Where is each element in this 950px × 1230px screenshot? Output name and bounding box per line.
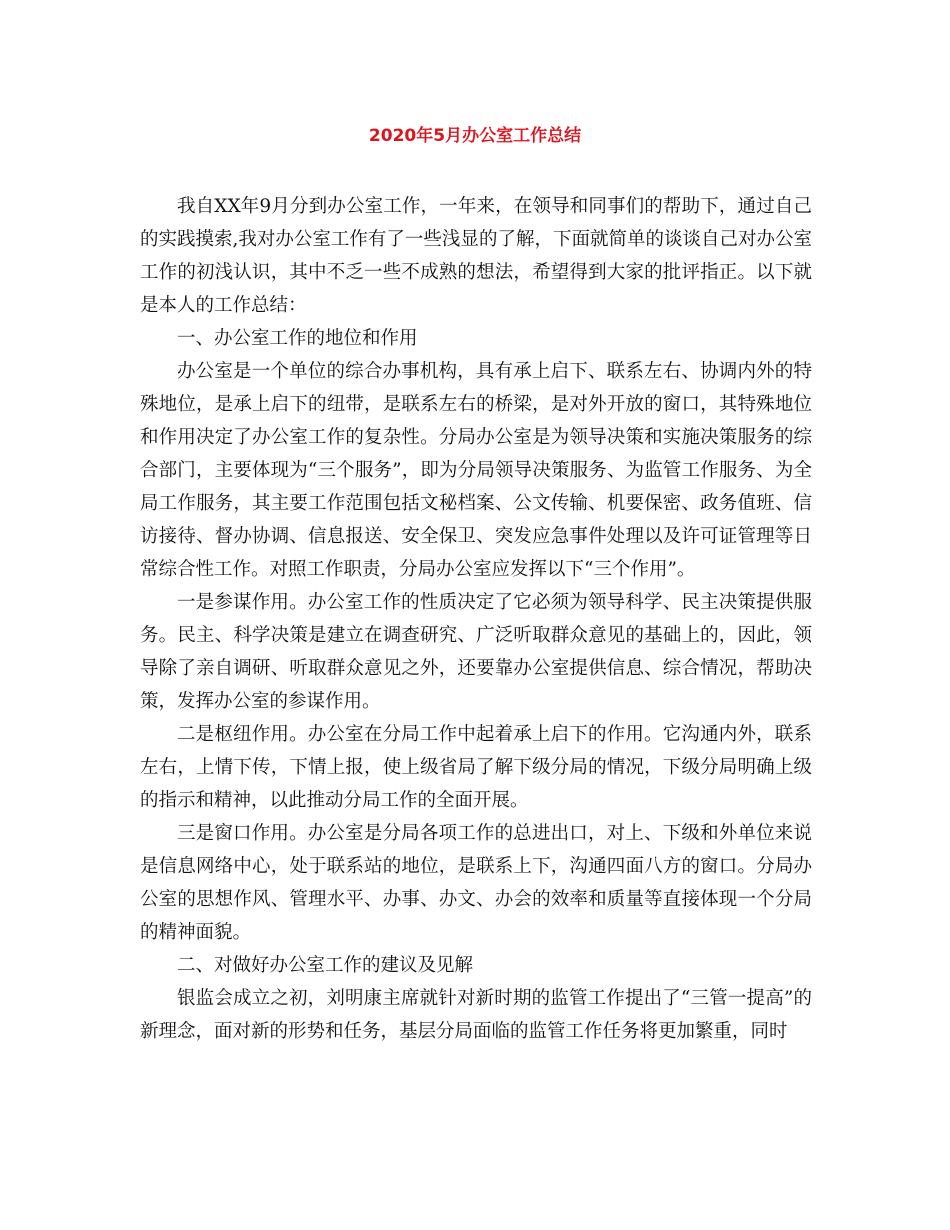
document-title: 2020年5月办公室工作总结 [368,126,582,146]
paragraph-office-role: 办公室是一个单位的综合办事机构，具有承上启下、联系左右、协调内外的特殊地位，是承上启下的纽带，是联系左右的桥梁，是对外开放的窗口，其特殊地位和作用决定了办公室工作的复杂性。分局办公室是为领导决策和实施决策服务的综合部门，主要体现为“三个服务”，即为分局领导决策服务、为监管工作服务、为全局工作服务，其主要工作范围包括文秘档案、公文传输、机要保密、政务值班、信访接待、督办协调、信息报送、安全保卫、突发应急事件处理以及许可证管理等日常综合性工作。对照工作职责，分局办公室应发挥以下“三个作用”。 [140,361,812,580]
paragraph-advisory-role: 一是参谋作用。办公室工作的性质决定了它必须为领导科学、民主决策提供服务。民主、科学决策是建立在调查研究、广泛听取群众意见的基础上的，因此，领导除了亲自调研、听取群众意见之外，还要靠办公室提供信息、综合情况，帮助决策，发挥办公室的参谋作用。 [140,592,812,712]
document-body [140,190,812,1048]
paragraph-suggestions: 银监会成立之初，刘明康主席就针对新时期的监管工作提出了“三管一提高”的新理念，面对新的形势和任务，基层分局面临的监管工作任务将更加繁重，同时 [140,988,812,1042]
paragraph-hub-role: 二是枢纽作用。办公室在分局工作中起着承上启下的作用。它沟通内外，联系左右，上情下传，下情上报，使上级省局了解下级分局的情况，下级分局明确上级的指示和精神，以此推动分局工作的全面开展。 [140,724,812,811]
paragraph-window-role: 三是窗口作用。办公室是分局各项工作的总进出口，对上、下级和外单位来说是信息网络中心，处于联系站的地位，是联系上下，沟通四面八方的窗口。分局办公室的思想作风、管理水平、办事、办文、办会的效率和质量等直接体现一个分局的精神面貌。 [140,823,812,943]
section-heading-2: 二、对做好办公室工作的建议及见解 [177,955,474,976]
section-heading-1: 一、办公室工作的地位和作用 [177,328,418,349]
paragraph-intro: 我自XX年9月分到办公室工作，一年来，在领导和同事们的帮助下，通过自己的实践摸索,我对办公室工作有了一些浅显的了解，下面就简单的谈谈自己对办公室工作的初浅认识，其中不乏一些不成熟的想法，希望得到大家的批评指正。以下就是本人的工作总结： [140,196,812,316]
